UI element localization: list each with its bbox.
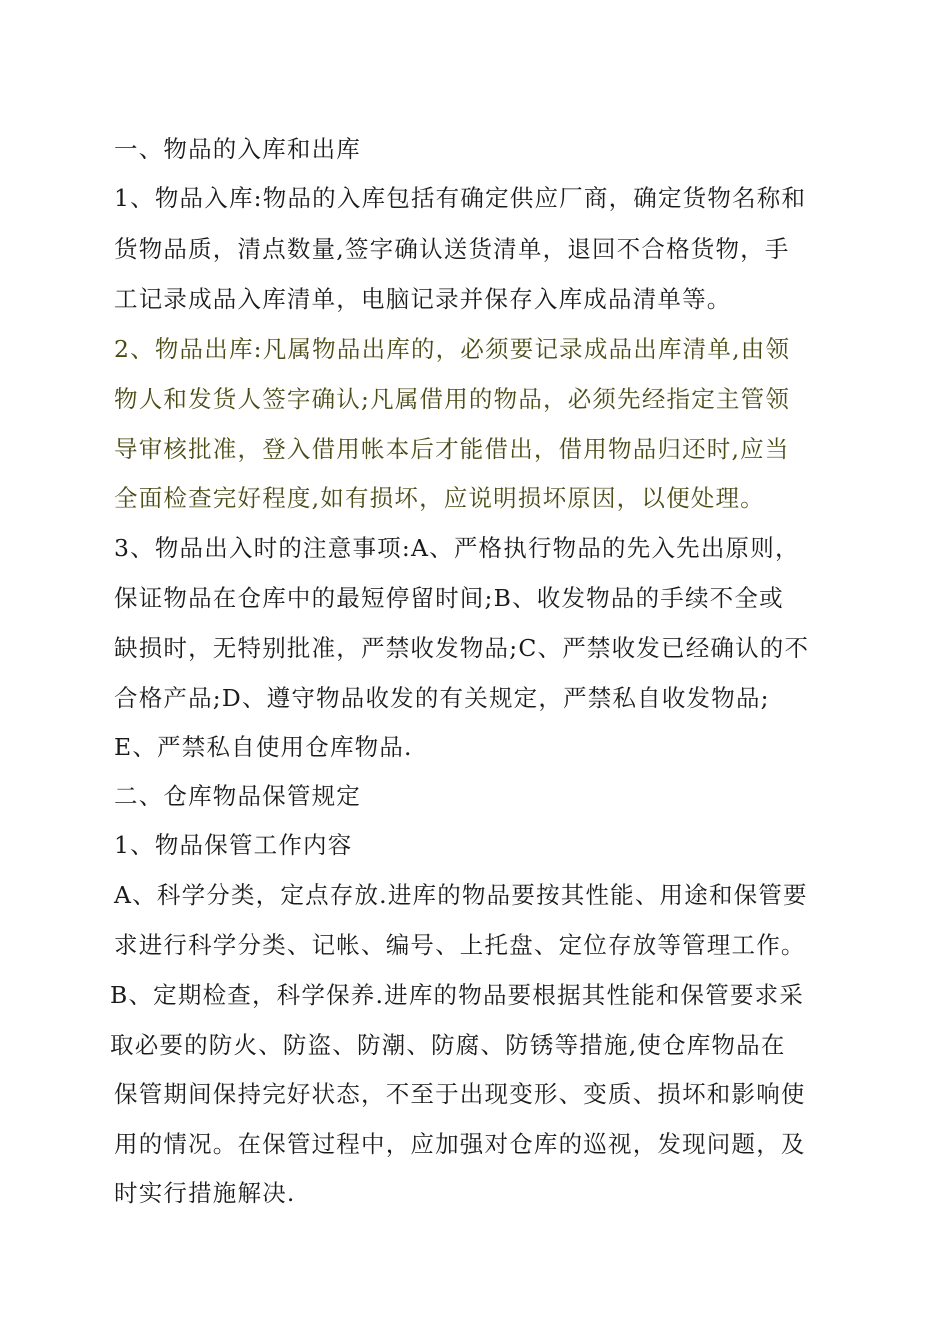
paragraph-line: 时实行措施解决. — [114, 1179, 296, 1207]
paragraph-line: 导审核批准，登入借用帐本后才能借出，借用物品归还时,应当 — [114, 435, 790, 463]
paragraph-line: B、定期检查，科学保养.进库的物品要根据其性能和保管要求采 — [110, 981, 805, 1009]
paragraph-line: 合格产品;D、遵守物品收发的有关规定，严禁私自收发物品; — [114, 684, 770, 712]
heading-storage-rules: 二、仓库物品保管规定 — [114, 782, 361, 810]
paragraph-line: 1、物品入库:物品的入库包括有确定供应厂商，确定货物名称和 — [114, 184, 807, 212]
paragraph-line: 保证物品在仓库中的最短停留时间;B、收发物品的手续不全或 — [114, 584, 784, 612]
paragraph-line: 货物品质，清点数量,签字确认送货清单，退回不合格货物，手 — [114, 235, 790, 263]
paragraph-line: E、严禁私自使用仓库物品. — [114, 733, 413, 761]
paragraph-line: 物人和发货人签字确认;凡属借用的物品，必须先经指定主管领 — [114, 385, 791, 413]
heading-inbound-outbound: 一、物品的入库和出库 — [114, 135, 361, 163]
paragraph-line: 工记录成品入库清单，电脑记录并保存入库成品清单等。 — [114, 285, 732, 313]
paragraph-line: A、科学分类，定点存放.进库的物品要按其性能、用途和保管要 — [114, 881, 808, 909]
paragraph-line: 缺损时，无特别批准，严禁收发物品;C、严禁收发已经确认的不 — [114, 634, 810, 662]
paragraph-line: 3、物品出入时的注意事项:A、严格执行物品的先入先出原则， — [114, 534, 800, 562]
paragraph-line: 2、物品出库:凡属物品出库的，必须要记录成品出库清单,由领 — [114, 335, 791, 363]
paragraph-line: 全面检查完好程度,如有损坏，应说明损坏原因，以便处理。 — [114, 484, 765, 512]
paragraph-line: 用的情况。在保管过程中，应加强对仓库的巡视，发现问题，及 — [114, 1130, 806, 1158]
paragraph-line: 求进行科学分类、记帐、编号、上托盘、定位存放等管理工作。 — [114, 931, 806, 959]
paragraph-line: 取必要的防火、防盗、防潮、防腐、防锈等措施,使仓库物品在 — [110, 1031, 786, 1059]
subheading-storage-work: 1、物品保管工作内容 — [114, 831, 353, 859]
paragraph-line: 保管期间保持完好状态，不至于出现变形、变质、损坏和影响使 — [114, 1080, 806, 1108]
